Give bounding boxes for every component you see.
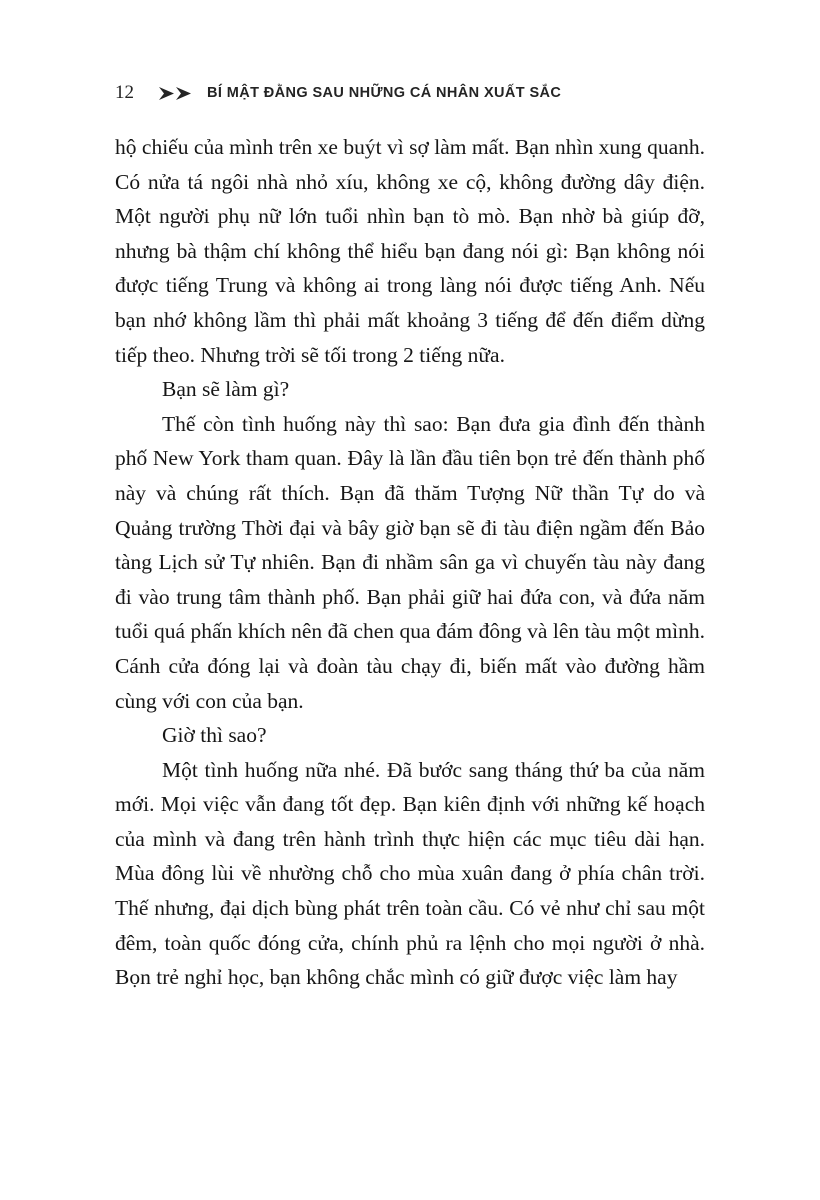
body-paragraph: Thế còn tình huống này thì sao: Bạn đưa gia đình đến thành phố New York tham quan. Đây là lần đầu tiên bọn trẻ đến thành phố này và chúng rất thích. Bạn đã thăm Tượng Nữ thần Tự do và Quảng trường Thời đại và bây giờ bạn sẽ đi tàu điện ngầm đến Bảo tàng Lịch sử Tự nhiên. Bạn đi nhầm sân ga vì chuyến tàu này đang đi vào trung tâm thành phố. Bạn phải giữ hai đứa con, và đứa năm tuổi quá phấn khích nên đã chen qua đám đông và lên tàu một mình. Cánh cửa đóng lại và đoàn tàu chạy đi, biến mất vào đường hầm cùng với con của bạn. (115, 411, 705, 713)
body-paragraph: Giờ thì sao? (162, 723, 267, 748)
body-paragraph: hộ chiếu của mình trên xe buýt vì sợ làm mất. Bạn nhìn xung quanh. Có nửa tá ngôi nhà nhỏ xíu, không xe cộ, không đường dây điện. Một người phụ nữ lớn tuổi nhìn bạn tò mò. Bạn nhờ bà giúp đỡ, nhưng bà thậm chí không thể hiểu bạn đang nói gì: Bạn không nói được tiếng Trung và không ai trong làng nói được tiếng Anh. Nếu bạn nhớ không lầm thì phải mất khoảng 3 tiếng để đến điểm dừng tiếp theo. Nhưng trời sẽ tối trong 2 tiếng nữa. (115, 135, 705, 367)
body-paragraph: Bạn sẽ làm gì? (162, 377, 290, 402)
page-number: 12 (115, 82, 134, 103)
body-text (115, 130, 705, 995)
double-right-arrows-icon (159, 87, 193, 100)
body-paragraph: Một tình huống nữa nhé. Đã bước sang tháng thứ ba của năm mới. Mọi việc vẫn đang tốt đẹp. Bạn kiên định với những kế hoạch của mình và đang trên hành trình thực hiện các mục tiêu dài hạn. Mùa đông lùi về nhường chỗ cho mùa xuân đang ở phía chân trời. Thế nhưng, đại dịch bùng phát trên toàn cầu. Có vẻ như chỉ sau một đêm, toàn quốc đóng cửa, chính phủ ra lệnh cho mọi người ở nhà. Bọn trẻ nghỉ học, bạn không chắc mình có giữ được việc làm hay (115, 757, 705, 990)
page-header (115, 80, 705, 106)
running-title: BÍ MẬT ĐẰNG SAU NHỮNG CÁ NHÂN XUẤT SẮC (207, 85, 562, 101)
